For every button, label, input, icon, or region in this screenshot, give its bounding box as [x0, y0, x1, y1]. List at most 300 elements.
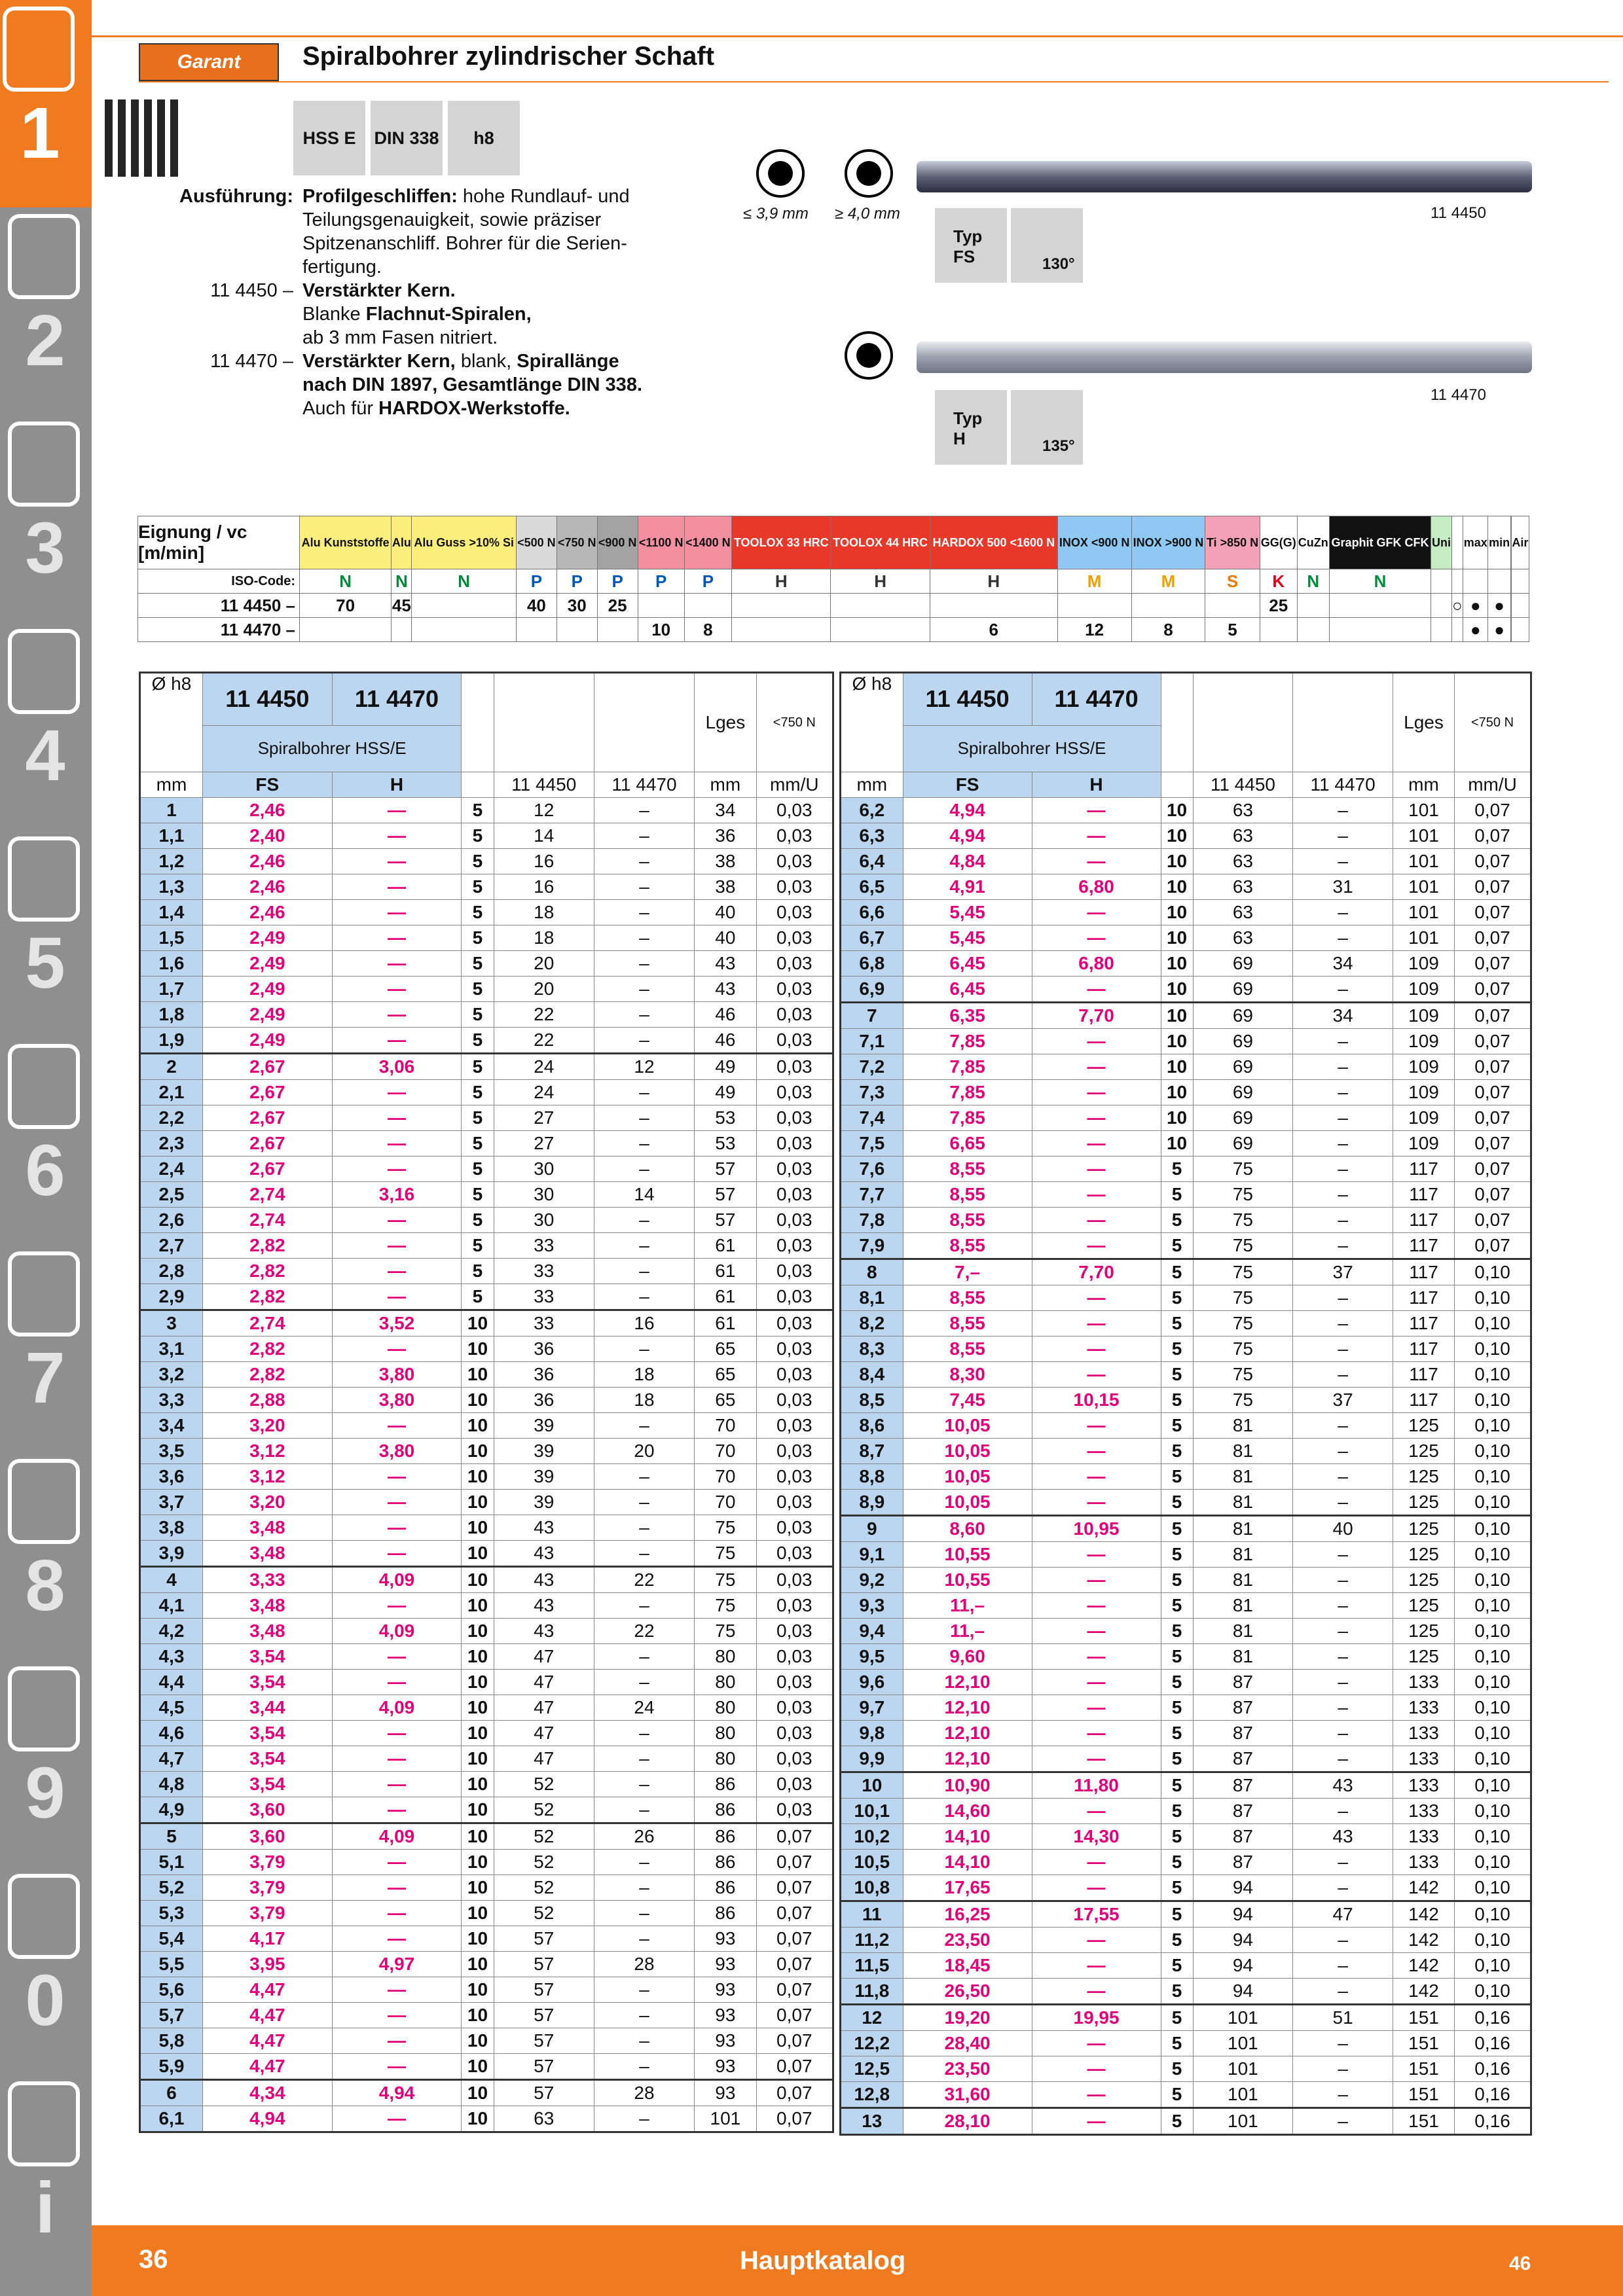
table-row[interactable] [140, 1772, 833, 1797]
table-cell: — [332, 1259, 462, 1284]
table-row[interactable] [140, 1850, 833, 1875]
header-code1: 11 4450 [202, 673, 332, 726]
table-cell: 5,4 [140, 1926, 203, 1952]
table-cell: 75 [1193, 1285, 1293, 1311]
table-cell: 69 [1193, 1029, 1293, 1054]
table-row[interactable] [841, 1953, 1531, 1979]
table-cell: 0,10 [1455, 1928, 1531, 1953]
table-cell: 10 [462, 1850, 494, 1875]
table-cell: 7,– [903, 1259, 1032, 1285]
table-cell: 93 [695, 1926, 756, 1952]
table-row[interactable] [841, 1772, 1531, 1799]
table-cell: 5,45 [903, 900, 1032, 925]
table-row[interactable] [841, 1670, 1531, 1695]
table-cell: 43 [494, 1541, 594, 1567]
table-row[interactable] [140, 1362, 833, 1388]
table-cell: — [332, 1413, 462, 1439]
table-cell: 9,5 [841, 1644, 903, 1670]
suit-cell: N [412, 569, 517, 594]
table-cell: 2,67 [202, 1157, 332, 1182]
table-cell: 36 [695, 823, 756, 849]
chapter-8-icon [8, 1459, 80, 1544]
table-row[interactable] [140, 1182, 833, 1208]
table-cell: 5 [462, 1284, 494, 1310]
suit-cell: Eignung / vc [m/min] [138, 516, 300, 569]
table-cell: — [332, 1644, 462, 1670]
table-row[interactable] [841, 1464, 1531, 1490]
table-cell: 39 [494, 1439, 594, 1464]
suit-cell: N [1297, 569, 1329, 594]
chapter-tab-8[interactable] [5, 1452, 85, 1660]
table-cell: 125 [1393, 1413, 1454, 1439]
table-row[interactable] [140, 2003, 833, 2028]
table-cell: 0,03 [756, 849, 833, 874]
table-row[interactable] [841, 1362, 1531, 1388]
chapter-4-icon [8, 629, 80, 714]
table-row[interactable] [841, 1901, 1531, 1928]
table-cell: 11,5 [841, 1953, 903, 1979]
table-cell: 18 [594, 1388, 694, 1413]
table-row[interactable] [841, 1928, 1531, 1953]
table-cell: 4,09 [332, 1823, 462, 1850]
table-cell: 101 [1193, 2031, 1293, 2056]
suit-cell [392, 618, 412, 642]
table-cell: 3,4 [140, 1413, 203, 1439]
table-cell: 81 [1193, 1568, 1293, 1593]
table-row[interactable] [841, 1979, 1531, 2005]
table-cell: 109 [1393, 951, 1454, 977]
qr-code-icon[interactable] [105, 99, 182, 177]
table-row[interactable] [140, 1797, 833, 1823]
table-row[interactable] [140, 849, 833, 874]
table-cell: 18,45 [903, 1953, 1032, 1979]
table-row[interactable] [140, 1541, 833, 1567]
chapter-1-icon [3, 7, 75, 92]
table-cell: 2,67 [202, 1080, 332, 1105]
table-cell: 5 [1161, 1850, 1193, 1875]
table-header [140, 673, 833, 798]
header-lges-mm: mm [695, 772, 756, 798]
table-row[interactable] [140, 1259, 833, 1284]
table-row[interactable] [841, 1721, 1531, 1746]
table-cell: – [594, 1850, 694, 1875]
table-row[interactable] [140, 1515, 833, 1541]
table-cell: 0,07 [1455, 1208, 1531, 1233]
table-cell: 2,82 [202, 1284, 332, 1310]
table-row[interactable] [140, 1080, 833, 1105]
suit-cell: 25 [1260, 594, 1297, 618]
table-cell: 8,30 [903, 1362, 1032, 1388]
table-row[interactable] [140, 1464, 833, 1490]
drill-icon-2 [594, 673, 694, 772]
suit-cell: P [684, 569, 731, 594]
table-row[interactable] [140, 1388, 833, 1413]
table-row[interactable] [841, 1413, 1531, 1439]
table-row[interactable] [841, 1875, 1531, 1901]
table-row[interactable] [841, 1157, 1531, 1182]
table-cell: 5 [1161, 1388, 1193, 1413]
table-row[interactable] [841, 1490, 1531, 1516]
table-row[interactable] [841, 823, 1531, 849]
table-row[interactable] [841, 2082, 1531, 2108]
table-cell: 133 [1393, 1670, 1454, 1695]
table-row[interactable] [841, 1388, 1531, 1413]
table-cell: 38 [695, 849, 756, 874]
table-row[interactable] [140, 977, 833, 1002]
table-row[interactable] [140, 1105, 833, 1131]
table-cell: 0,03 [756, 1439, 833, 1464]
table-cell: — [1032, 1362, 1161, 1388]
table-cell: 9,7 [841, 1695, 903, 1721]
table-row[interactable] [140, 1901, 833, 1926]
table-cell: 5 [462, 798, 494, 823]
table-cell: 2,82 [202, 1259, 332, 1284]
table-cell: — [1032, 1644, 1161, 1670]
table-cell: 10 [462, 1695, 494, 1721]
table-cell: 3,54 [202, 1644, 332, 1670]
table-cell: 75 [1193, 1336, 1293, 1362]
table-cell: 81 [1193, 1516, 1293, 1542]
chapter-tab-4[interactable] [5, 622, 85, 830]
table-cell: 69 [1193, 977, 1293, 1003]
table-row[interactable] [140, 925, 833, 951]
table-cell: 6,1 [140, 2106, 203, 2132]
table-cell: — [1032, 977, 1161, 1003]
table-cell: – [1293, 849, 1393, 874]
table-cell: 3,95 [202, 1952, 332, 1977]
table-row[interactable] [140, 798, 833, 823]
table-row[interactable] [140, 1695, 833, 1721]
table-row[interactable] [140, 1926, 833, 1952]
table-row[interactable] [841, 1850, 1531, 1875]
table-row[interactable] [841, 1131, 1531, 1157]
table-row[interactable] [841, 1593, 1531, 1619]
table-cell: 2,9 [140, 1284, 203, 1310]
table-cell: 0,07 [756, 1901, 833, 1926]
table-row[interactable] [841, 1516, 1531, 1542]
table-row[interactable] [841, 2108, 1531, 2135]
cap-small: ≤ 3,9 mm [743, 205, 809, 223]
desc-l3: Spitzenanschliff. Bohrer für die Serien- [302, 233, 627, 254]
table-row[interactable] [140, 1977, 833, 2003]
table-row[interactable] [140, 1284, 833, 1310]
table-cell: 8,55 [903, 1208, 1032, 1233]
table-row[interactable] [140, 1644, 833, 1670]
table-cell: 10,1 [841, 1799, 903, 1824]
table-cell: 31 [1293, 874, 1393, 900]
table-cell: 6,80 [1032, 951, 1161, 977]
table-cell: 5 [1161, 2005, 1193, 2031]
table-cell: 3,60 [202, 1797, 332, 1823]
table-cell: 5 [1161, 1799, 1193, 1824]
table-cell: 7,5 [841, 1131, 903, 1157]
table-row[interactable] [841, 977, 1531, 1003]
header-z [462, 772, 494, 798]
table-cell: 0,10 [1455, 1670, 1531, 1695]
table-cell: 24 [594, 1695, 694, 1721]
table-row[interactable] [841, 1054, 1531, 1080]
table-cell: 5 [1161, 1568, 1193, 1593]
point-angle-130-box [1011, 208, 1083, 283]
suit-cell: max [1463, 516, 1487, 569]
table-cell: 8,60 [903, 1516, 1032, 1542]
table-row[interactable] [841, 1182, 1531, 1208]
table-cell: — [332, 951, 462, 977]
table-row[interactable] [140, 1157, 833, 1182]
table-row[interactable] [140, 1823, 833, 1850]
table-cell: – [594, 2106, 694, 2132]
header-col-c1: 11 4450 [1193, 772, 1293, 798]
table-row[interactable] [841, 1208, 1531, 1233]
table-cell: 10,05 [903, 1490, 1032, 1516]
table-row[interactable] [140, 1721, 833, 1746]
table-cell: 10,55 [903, 1542, 1032, 1568]
table-cell: 75 [1193, 1233, 1293, 1259]
table-cell: 61 [695, 1284, 756, 1310]
table-row[interactable] [140, 1490, 833, 1515]
typ-fs-box [935, 208, 1007, 283]
table-row[interactable] [841, 951, 1531, 977]
table-row[interactable] [841, 849, 1531, 874]
table-row[interactable] [841, 874, 1531, 900]
table-cell: 34 [1293, 1003, 1393, 1029]
table-cell: 7,70 [1032, 1003, 1161, 1029]
table-row[interactable] [841, 925, 1531, 951]
table-row[interactable] [140, 1336, 833, 1362]
table-cell: 8,55 [903, 1233, 1032, 1259]
table-row[interactable] [140, 2054, 833, 2080]
suit-cell: 12 [1057, 618, 1131, 642]
table-cell: — [1032, 1285, 1161, 1311]
table-cell: 86 [695, 1823, 756, 1850]
table-row[interactable] [140, 1567, 833, 1593]
table-cell: 6,5 [841, 874, 903, 900]
dimension-table-right [839, 672, 1532, 2136]
table-row[interactable] [140, 823, 833, 849]
table-row[interactable] [140, 1619, 833, 1644]
table-cell: – [1293, 1029, 1393, 1054]
header-lges-mm: mm [1393, 772, 1454, 798]
table-cell: 7,85 [903, 1080, 1032, 1105]
table-row[interactable] [841, 900, 1531, 925]
table-row[interactable] [140, 2080, 833, 2106]
table-cell: — [332, 1080, 462, 1105]
chapter-5-icon [8, 836, 80, 922]
table-cell: 3,54 [202, 1670, 332, 1695]
table-cell: 117 [1393, 1259, 1454, 1285]
table-row[interactable] [140, 1593, 833, 1619]
table-row[interactable] [841, 1619, 1531, 1644]
table-row[interactable] [841, 1644, 1531, 1670]
table-cell: 0,10 [1455, 1336, 1531, 1362]
table-cell: 3,2 [140, 1362, 203, 1388]
table-cell: – [1293, 1208, 1393, 1233]
chapter-3-icon [8, 422, 80, 507]
table-cell: 10 [1161, 1054, 1193, 1080]
table-cell: 12 [494, 798, 594, 823]
chapter-tab-0[interactable] [5, 1867, 85, 2075]
table-cell: 4,5 [140, 1695, 203, 1721]
table-row[interactable] [841, 1233, 1531, 1259]
table-row[interactable] [140, 1028, 833, 1054]
table-row[interactable] [140, 951, 833, 977]
header-mm: mm [140, 772, 203, 798]
table-cell: 2 [140, 1054, 203, 1080]
table-cell: 5 [1161, 1593, 1193, 1619]
chapter-number: 3 [25, 508, 65, 588]
table-cell: 4,94 [903, 823, 1032, 849]
table-cell: 81 [1193, 1464, 1293, 1490]
table-cell: 5 [1161, 1362, 1193, 1388]
table-cell: 10,90 [903, 1772, 1032, 1799]
table-cell: 125 [1393, 1464, 1454, 1490]
table-cell: 17,55 [1032, 1901, 1161, 1928]
table-cell: – [594, 1336, 694, 1362]
chapter-tab-i[interactable] [5, 2075, 85, 2248]
table-row[interactable] [841, 1105, 1531, 1131]
table-cell: 69 [1193, 1054, 1293, 1080]
table-cell: — [1032, 900, 1161, 925]
chapter-number: 9 [25, 1753, 65, 1833]
table-cell: 63 [1193, 849, 1293, 874]
table-cell: 87 [1193, 1721, 1293, 1746]
table-row[interactable] [140, 1952, 833, 1977]
chapter-0-icon [8, 1874, 80, 1959]
table-row[interactable] [841, 1439, 1531, 1464]
table-cell: 5 [1161, 1644, 1193, 1670]
suit-cell: 6 [930, 618, 1057, 642]
table-row[interactable] [841, 1285, 1531, 1311]
suit-cell [1131, 594, 1205, 618]
table-cell: 28 [594, 2080, 694, 2106]
table-cell: 109 [1393, 1080, 1454, 1105]
table-cell: 75 [695, 1541, 756, 1567]
table-row[interactable] [841, 1746, 1531, 1772]
table-cell: 2,2 [140, 1105, 203, 1131]
table-cell: 5 [1161, 2031, 1193, 2056]
table-cell: 0,10 [1455, 1542, 1531, 1568]
table-cell: 81 [1193, 1413, 1293, 1439]
suit-cell: TOOLOX 33 HRC [732, 516, 831, 569]
table-row[interactable] [841, 1336, 1531, 1362]
table-cell: 86 [695, 1850, 756, 1875]
table-cell: 8,55 [903, 1157, 1032, 1182]
table-cell: — [1032, 1721, 1161, 1746]
table-row[interactable] [841, 1568, 1531, 1593]
table-row[interactable] [140, 1875, 833, 1901]
table-cell: 10 [1161, 977, 1193, 1003]
table-cell: 5 [1161, 1670, 1193, 1695]
table-cell: 49 [695, 1080, 756, 1105]
table-cell: 26 [594, 1823, 694, 1850]
chapter-tab-6[interactable] [5, 1037, 85, 1245]
chapter-tab-2[interactable] [5, 207, 85, 415]
table-cell: 12,10 [903, 1695, 1032, 1721]
chapter-number: 1 [20, 93, 60, 173]
table-row[interactable] [140, 1439, 833, 1464]
table-cell: 142 [1393, 1875, 1454, 1901]
table-cell: 2,3 [140, 1131, 203, 1157]
table-row[interactable] [841, 1799, 1531, 1824]
table-row[interactable] [140, 1746, 833, 1772]
title-rule [139, 81, 1609, 82]
table-cell: – [1293, 925, 1393, 951]
table-row[interactable] [140, 1054, 833, 1080]
suit-cell: <750 N [556, 516, 597, 569]
table-row[interactable] [841, 2005, 1531, 2031]
table-row[interactable] [140, 1413, 833, 1439]
table-row[interactable] [140, 2028, 833, 2054]
table-row[interactable] [841, 1259, 1531, 1285]
table-row[interactable] [841, 1003, 1531, 1029]
table-cell: 10 [462, 1439, 494, 1464]
chapter-tab-1[interactable] [0, 0, 92, 207]
table-cell: – [1293, 1979, 1393, 2005]
suit-cell: 11 4470 – [138, 618, 300, 642]
table-cell: — [332, 900, 462, 925]
table-row[interactable] [841, 2031, 1531, 2056]
suit-cell [1205, 594, 1260, 618]
table-row[interactable] [841, 798, 1531, 823]
table-row[interactable] [140, 2106, 833, 2132]
table-cell: 7,4 [841, 1105, 903, 1131]
table-row[interactable] [140, 1208, 833, 1233]
table-row[interactable] [841, 1029, 1531, 1054]
table-cell: 133 [1393, 1695, 1454, 1721]
chapter-tab-3[interactable] [5, 415, 85, 622]
table-row[interactable] [841, 1542, 1531, 1568]
table-cell: 4,09 [332, 1695, 462, 1721]
chapter-tab-5[interactable] [5, 830, 85, 1037]
table-row[interactable] [841, 1824, 1531, 1850]
table-row[interactable] [140, 874, 833, 900]
table-cell: 16 [494, 874, 594, 900]
header-lges: Lges [695, 673, 756, 772]
table-row[interactable] [140, 1233, 833, 1259]
table-row[interactable] [140, 1131, 833, 1157]
table-cell: 0,10 [1455, 1953, 1531, 1979]
chapter-tab-7[interactable] [5, 1245, 85, 1452]
table-cell: 0,07 [1455, 1003, 1531, 1029]
chapter-tab-9[interactable] [5, 1660, 85, 1867]
suit-cell: Uni [1431, 516, 1451, 569]
table-row[interactable] [140, 900, 833, 925]
table-row[interactable] [140, 1002, 833, 1028]
table-cell: – [1293, 1336, 1393, 1362]
table-cell: 10 [462, 1567, 494, 1593]
table-cell: 3,3 [140, 1388, 203, 1413]
table-row[interactable] [140, 1310, 833, 1336]
table-cell: 3,48 [202, 1619, 332, 1644]
table-cell: 10 [1161, 925, 1193, 951]
table-row[interactable] [841, 1695, 1531, 1721]
suit-cell: min [1488, 516, 1510, 569]
table-cell: 5 [462, 874, 494, 900]
table-row[interactable] [841, 2056, 1531, 2082]
table-cell: 52 [494, 1823, 594, 1850]
table-row[interactable] [841, 1311, 1531, 1336]
table-row[interactable] [140, 1670, 833, 1695]
table-cell: 63 [494, 2106, 594, 2132]
table-cell: 52 [494, 1875, 594, 1901]
table-row[interactable] [841, 1080, 1531, 1105]
table-cell: 10,5 [841, 1850, 903, 1875]
table-cell: 5,2 [140, 1875, 203, 1901]
table-cell: 39 [494, 1464, 594, 1490]
table-cell: 101 [1193, 2056, 1293, 2082]
table-cell: 87 [1193, 1695, 1293, 1721]
table-cell: 0,03 [756, 1362, 833, 1388]
